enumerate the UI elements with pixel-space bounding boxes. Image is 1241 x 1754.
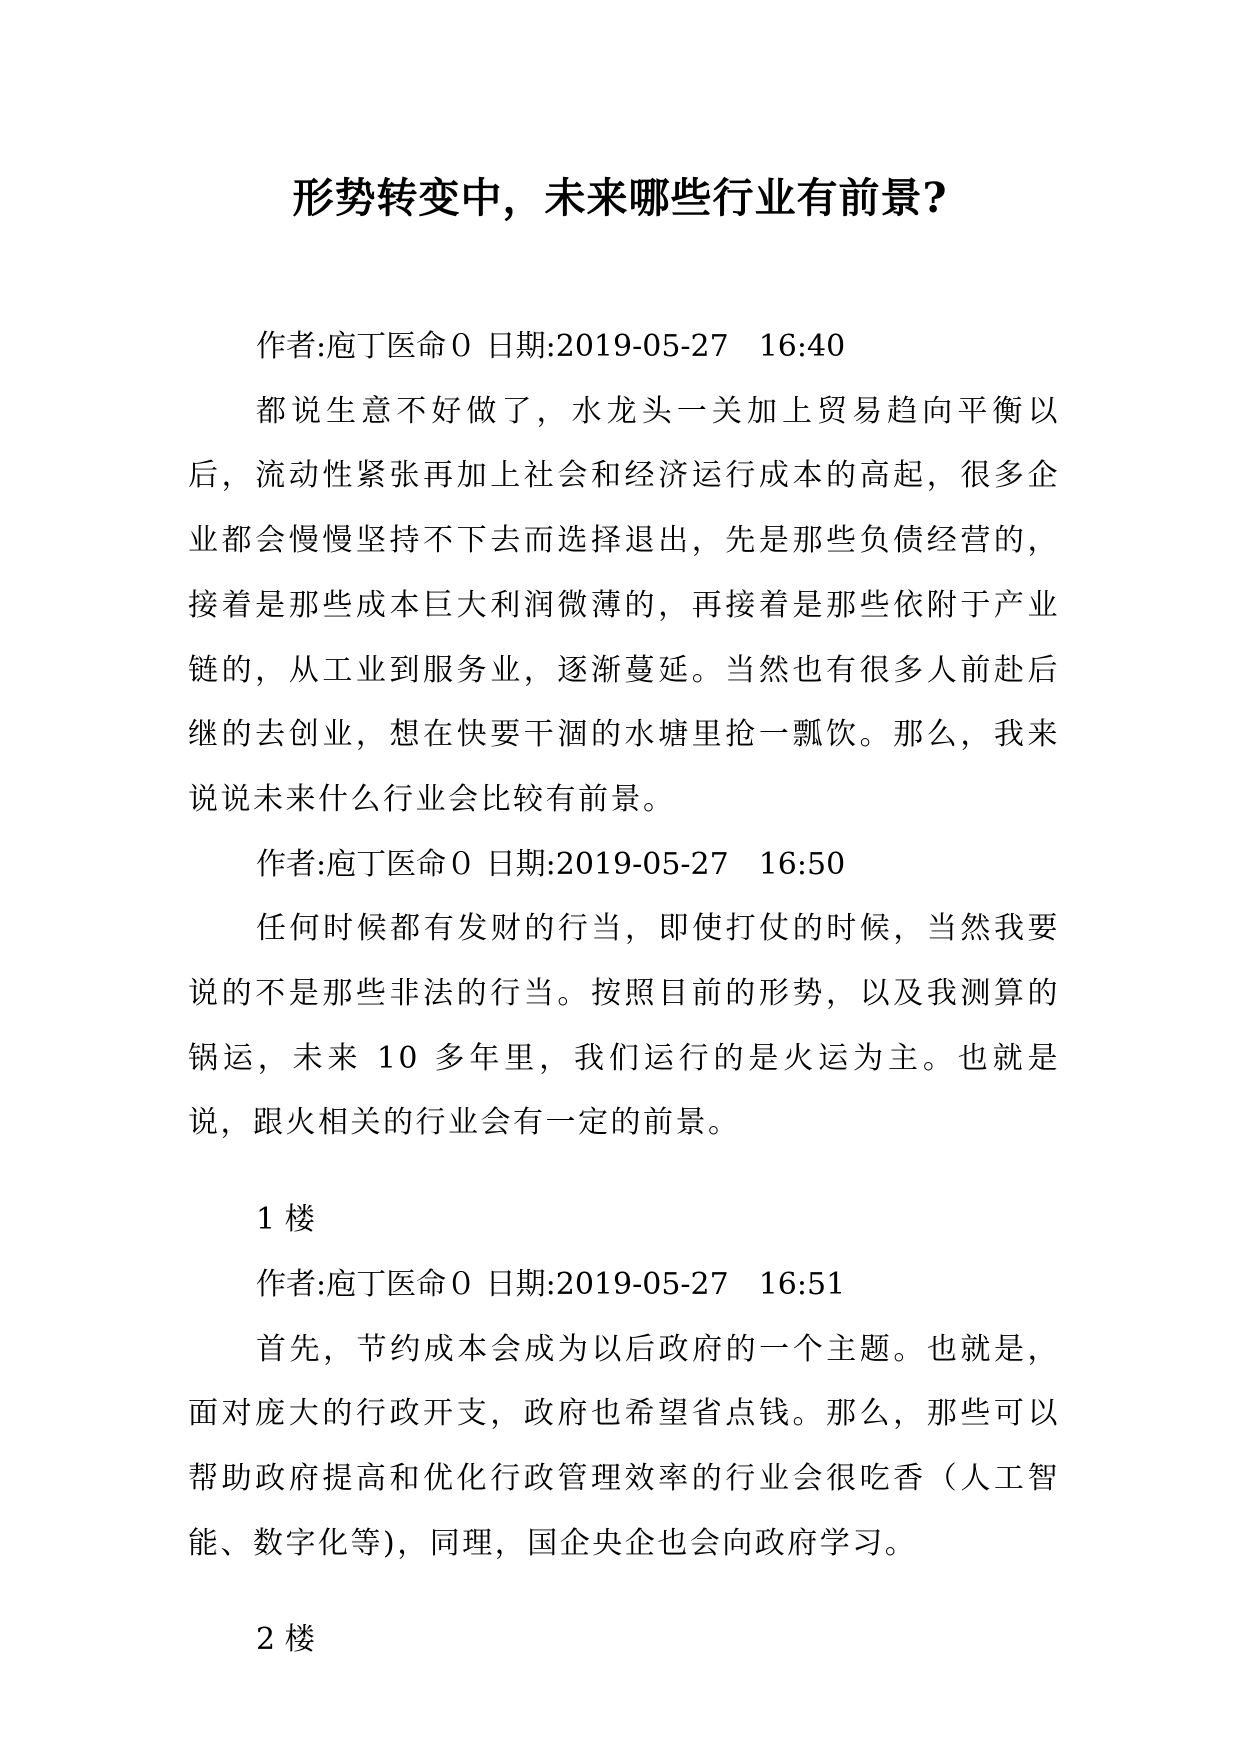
post-meta: 作者:庖丁医命０ 日期:2019-05-27 16:40 bbox=[256, 329, 846, 364]
floor-label: 1 楼 bbox=[256, 1202, 315, 1238]
floor-label: 2 楼 bbox=[256, 1622, 315, 1658]
spacer bbox=[188, 1156, 1060, 1188]
post-body: 都说生意不好做了，水龙头一关加上贸易趋向平衡以后，流动性紧张再加上社会和经济运行成本的高起，很多企业都会慢慢坚持不下去而选择退出，先是那些负债经营的，接着是那些成本巨大利润微薄的，再接着是那些依附于产业链的，从工业到服务业，逐渐蔓延。当然也有很多人前赴后继的去创业，想在快要干涸的水塘里抢一瓢饮。那么，我来说说未来什么行业会比较有前景。 bbox=[188, 393, 1060, 817]
document-title: 形势转变中，未来哪些行业有前景? bbox=[292, 174, 948, 222]
post-meta: 作者:庖丁医命０ 日期:2019-05-27 16:50 bbox=[256, 846, 846, 882]
spacer bbox=[188, 1576, 1060, 1608]
post-list bbox=[188, 315, 1060, 1673]
post-meta: 作者:庖丁医命０ 日期:2019-05-27 16:51 bbox=[256, 1266, 846, 1302]
post-body: 任何时候都有发财的行当，即使打仗的时候，当然我要说的不是那些非法的行当。按照目前的形势，以及我测算的锅运，未来 10 多年里，我们运行的是火运为主。也就是说，跟火相关的行业会有一定的前景。 bbox=[188, 911, 1060, 1141]
post-body: 首先，节约成本会成为以后政府的一个主题。也就是，面对庞大的行政开支，政府也希望省点钱。那么，那些可以帮助政府提高和优化行政管理效率的行业会很吃香（人工智能、数字化等)，同理，国企央企也会向政府学习。 bbox=[188, 1331, 1060, 1561]
